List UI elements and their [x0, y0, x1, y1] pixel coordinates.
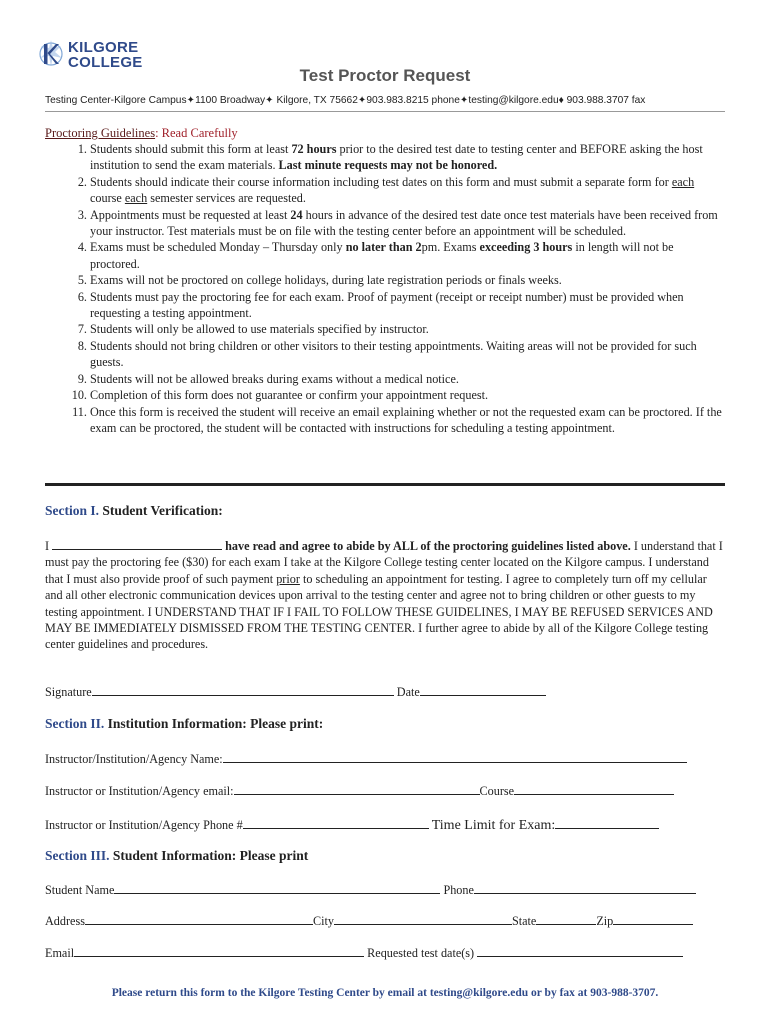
state-field[interactable]: [536, 912, 596, 925]
date-field[interactable]: [420, 683, 546, 696]
guideline-item: 2. Students should indicate their course information including test dates on this form and must submit a separate form for each course each semester services are requested.: [90, 174, 725, 207]
section2-heading: Section II. Institution Information: Please print:: [45, 716, 324, 731]
course-field[interactable]: [514, 782, 674, 795]
instructor-name-line: Instructor/Institution/Agency Name:: [45, 750, 725, 767]
test-dates-field[interactable]: [477, 944, 683, 957]
instructor-email-field[interactable]: [234, 782, 480, 795]
verification-statement: I have read and agree to abide by ALL of the proctoring guidelines listed above. I understand that I must pay the proctoring fee ($30) for each exam I take at the Kilgore College testing center located on the Kilgore campus. I understand that I must also provide proof of such payment prior to scheduling an appointment for testing. I agree to completely turn off my cellular and all other electronic communication devices upon arrival to the testing center and agree not to bring children or other guests to my testing appointment. I UNDERSTAND THAT IF I FAIL TO FOLLOW THESE GUIDELINES, I MAY BE REFUSED SERVICES AND MAY BE IMMEDIATELY DISMISSED FROM THE TESTING CENTER. I further agree to abide by all of the Kilgore College testing center guidelines and procedures.: [45, 539, 723, 652]
guidelines-title: Proctoring Guidelines: [45, 126, 156, 140]
contact-line: Testing Center-Kilgore Campus✦1100 Broadway✦ Kilgore, TX 75662✦903.983.8215 phone✦testing@kilgore.edu♦ 903.988.3707 fax: [45, 95, 646, 106]
student-name-input[interactable]: [114, 881, 440, 894]
guideline-item: 10. Completion of this form does not guarantee or confirm your appointment request.: [90, 387, 725, 403]
section-divider: [45, 483, 725, 486]
guideline-item: 3. Appointments must be requested at least 24 hours in advance of the desired test date once test materials have been received from your instructor. Test materials must be on file with the testing center before an appointment will be scheduled.: [90, 207, 725, 240]
logo-line1: KILGORE: [68, 39, 139, 56]
student-name-line: Student Name Phone: [45, 881, 725, 898]
header-divider: [45, 111, 725, 112]
zip-field[interactable]: [613, 912, 693, 925]
student-name-field[interactable]: [52, 537, 222, 550]
section1-heading: Section I. Student Verification:: [45, 503, 223, 518]
guideline-item: 7. Students will only be allowed to use materials specified by instructor.: [90, 321, 725, 337]
guideline-item: 11. Once this form is received the student will receive an email explaining whether or not the requested exam can be proctored. If the exam can be proctored, the student will be contacted with instructions for scheduling a testing appointment.: [90, 404, 725, 437]
email-line: Email Requested test date(s): [45, 944, 725, 961]
section3-heading: Section III. Student Information: Please print: [45, 848, 309, 863]
guideline-item: 9. Students will not be allowed breaks during exams without a medical notice.: [90, 371, 725, 387]
footer-note: Please return this form to the Kilgore Testing Center by email at testing@kilgore.edu or by fax at 903-988-3707.: [111, 987, 659, 999]
time-limit-field[interactable]: [555, 816, 659, 829]
page-title: Test Proctor Request: [299, 66, 471, 85]
guideline-item: 8. Students should not bring children or other visitors to their testing appointments. Waiting areas will not be provided for such guests.: [90, 338, 725, 371]
instructor-phone-field[interactable]: [243, 816, 429, 829]
guideline-item: 6. Students must pay the proctoring fee for each exam. Proof of payment (receipt or receipt number) must be provided when requesting a testing appointment.: [90, 289, 725, 322]
guidelines-list: [45, 141, 725, 436]
student-phone-field[interactable]: [474, 881, 696, 894]
instructor-phone-line: Instructor or Institution/Agency Phone # Time Limit for Exam:: [45, 816, 725, 834]
signature-field[interactable]: [92, 683, 394, 696]
logo-line2: COLLEGE: [68, 54, 143, 71]
address-field[interactable]: [85, 912, 313, 925]
signature-line: Signature Date: [45, 683, 725, 700]
guideline-item: 4. Exams must be scheduled Monday – Thursday only no later than 2pm. Exams exceeding 3 hours in length will not be proctored.: [90, 239, 725, 272]
guidelines-heading: Proctoring Guidelines: Read Carefully: [45, 126, 238, 140]
guideline-item: 1. Students should submit this form at least 72 hours prior to the desired test date to testing center and BEFORE asking the host institution to send the exam materials. Last minute requests may not be honored.: [90, 141, 725, 174]
city-field[interactable]: [334, 912, 512, 925]
instructor-name-field[interactable]: [223, 750, 687, 763]
guidelines-note: Read Carefully: [161, 126, 238, 140]
address-line: Address City State Zip: [45, 912, 725, 929]
student-email-field[interactable]: [74, 944, 364, 957]
guideline-item: 5. Exams will not be proctored on college holidays, during late registration periods or finals weeks.: [90, 272, 725, 288]
instructor-email-line: Instructor or Institution/Agency email: Course: [45, 782, 725, 799]
